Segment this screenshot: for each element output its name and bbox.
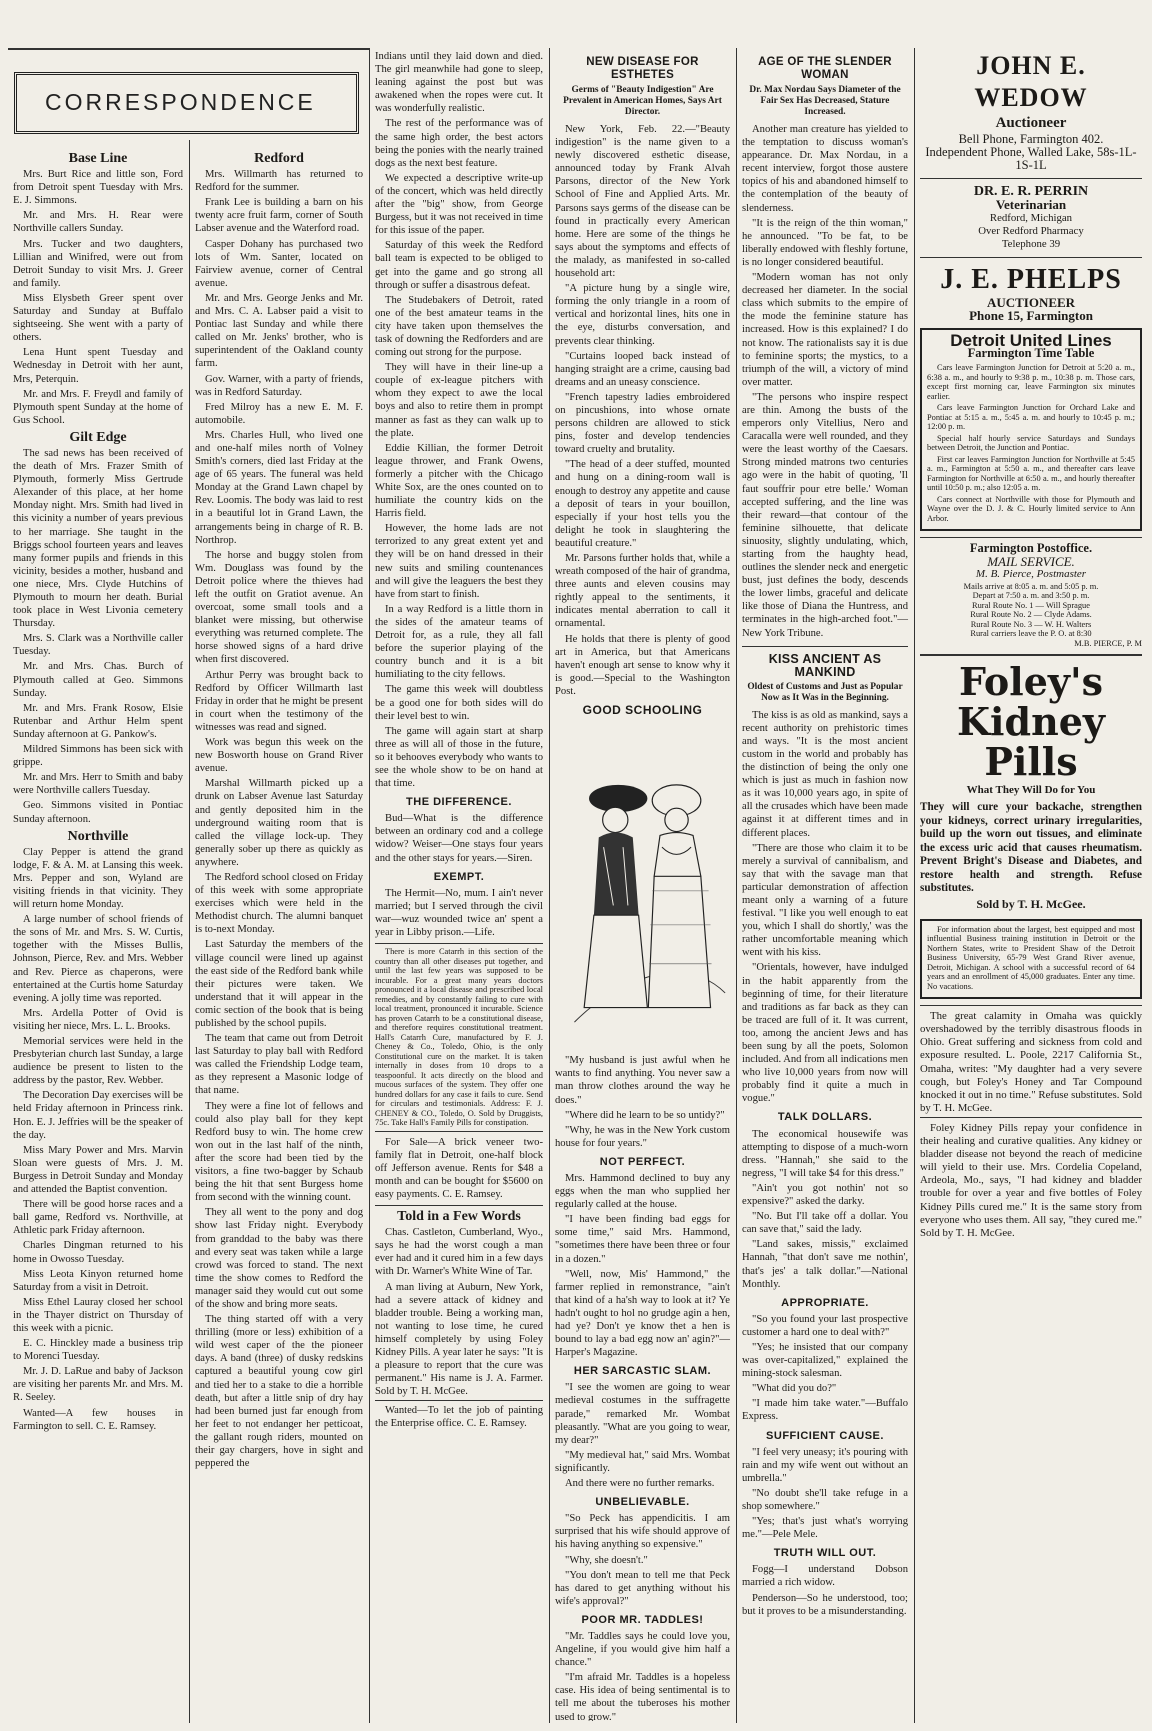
- article-paragraph: New York, Feb. 22.—"Beauty indigestion" is the name given to a newly discovered esthetic disease, announced today by Frank Alvah Parsons, director of the New York School of Fine and Applied Arts. Mr. Parsons says germs of the disease can be found in practically every American home. Here are some of the things he says about the symptoms and effects of the malady, as manifested in so-called household art:: [555, 124, 730, 280]
- joke-text: "Why, he was in the New York custom house for four years.": [555, 1124, 730, 1149]
- news-item: The great calamity in Omaha was quickly overshadowed by the terribly disastrous floods in Ohio. Great suffering and sickness from cold and exposure resulted. L. Poole, 2217 California St., Omaha, writes: "My daughter had a very severe cough, but Foley's Honey and Tar Compound knocked it out in no time." Refuse substitutes. Sold by T. H. McGee.: [920, 1005, 1142, 1115]
- news-item: Chas. Castleton, Cumberland, Wyo., says he had the worst cough a man ever had and it cured him in a few days with Dr. Warner's White Wine of Tar.: [375, 1227, 543, 1278]
- article-headline: NEW DISEASE FOR ESTHETES: [586, 56, 699, 81]
- phelps-ad: [920, 264, 1142, 322]
- news-item: Charles Dingman returned to his home in Owosso Tuesday.: [13, 1240, 183, 1265]
- news-item: Fred Milroy has a new E. M. F. automobile.: [195, 401, 363, 426]
- joke-text: "I see the women are going to wear medieval costumes in the suffragette parade," remarked Mr. Wombat pleasantly. "What are you going to wear, my dear?": [555, 1382, 730, 1446]
- news-item: The game this week will doubtless be a good one for both sides will do their level best to win.: [375, 684, 543, 722]
- timetable-entry: Cars leave Farmington Junction for Detroit at 5:20 a. m., 6:38 a. m., and hourly to 9:38 p. m., 10:38 p. m. Those cars, except first morning car, leave Farmington six minutes earlier.: [927, 363, 1135, 401]
- news-item: Memorial services were held in the Presbyterian church last Sunday, a large audience be present to listen to the address by the pastor, Rev. Webber.: [13, 1036, 183, 1087]
- joke-heading: HER SARCASTIC SLAM.: [573, 1365, 712, 1378]
- news-item: In a way Redford is a little thorn in the sides of the amateur teams of Detroit for, as a rule, they all fall before the superior playing of the country bunch and it is a bit humiliating to the city fellows.: [375, 603, 543, 681]
- joke-text: "My medieval hat," said Mrs. Wombat significantly.: [555, 1449, 730, 1474]
- news-item: Mrs. Charles Hull, who lived one and one-half miles north of Volney Smith's corners, died last Friday at the age of 65 years. The funeral was held Monday at the Grand Lawn chapel by Rev. Loomis. The body was laid to rest in a beautiful lot in Grand Lawn, the arrangements being in charge of R. B. Northrop.: [195, 429, 363, 546]
- joke-text: "Where did he learn to be so untidy?": [565, 1109, 725, 1121]
- joke-text: Mrs. Hammond declined to buy any eggs when the man who supplied her regularly called at the house.: [555, 1172, 730, 1211]
- news-item: They were a fine lot of fellows and could also play ball for they kept Redford busy to win. The home crew won out in the last half of the ninth, after the score had been tied by the visitors, a fine two-bagger by Schaub being the hit that sent Burgess home from second with the winning count.: [195, 1100, 363, 1204]
- two-women-illustration: [555, 726, 730, 1046]
- joke-text: Fogg—I understand Dobson married a rich widow.: [742, 1564, 908, 1589]
- joke-text: "So you found your last prospective customer a hard one to deal with?": [742, 1313, 908, 1338]
- joke-text: Bud—What is the difference between an ordinary cod and a college widow? Weiser—One stays four years and the other stays for years.—Siren.: [375, 813, 543, 864]
- joke-text: The Hermit—No, mum. I ain't never married; but I served through the civil war—wuz wounded twice an' spent a year in Libby prison.—Life.: [375, 887, 543, 938]
- article-paragraph: "French tapestry ladies embroidered on pincushions, into whose ornate persons children are allowed to stick pins, foster and develop tendencies toward cruelty and brutality.: [555, 391, 730, 456]
- joke-heading: THE DIFFERENCE.: [406, 796, 512, 809]
- column-3: [370, 50, 548, 1721]
- article-paragraph: "Modern woman has not only decreased her diameter. In the social class which submits to the empire of the mode the feminine stature has increased. How is this explained? I do not know. The rationalists say it is due to feminine sports; the mystics, to a triumph of the will, a victory of mind over matter.: [742, 272, 908, 388]
- news-item: Mildred Simmons has been sick with grippe.: [13, 744, 183, 769]
- news-item: The rest of the performance was of the same high order, the best actors being the ponies with the nearly trained dogs as the next best feature.: [375, 118, 543, 169]
- wedow-ad: [920, 50, 1142, 172]
- news-item: Clay Pepper is attend the grand lodge, F. & A. M. at Lansing this week. Mrs. Pepper and son, Wyland are visiting friends in that vicinity. They will return home Monday.: [13, 846, 183, 911]
- section-heading: Redford: [254, 151, 304, 166]
- correspondence-title: CORRESPONDENCE: [45, 89, 316, 115]
- news-item: There will be good horse races and a ball game, Redford vs. Northville, at Athletic park Friday afternoon.: [13, 1199, 183, 1237]
- timetable-entry: Special half hourly service Saturdays and Sundays between Detroit, the Junction and Pontiac.: [927, 433, 1135, 453]
- news-item: Arthur Perry was brought back to Redford by Officer Willmarth last Friday in order that he might be present in court when the testimony of the witnesses was read and signed.: [195, 669, 363, 733]
- news-item: Mrs. Burt Rice and little son, Ford from Detroit spent Tuesday with Mrs. E. J. Simmons.: [13, 169, 183, 207]
- advertiser-title: AUCTIONEER: [986, 294, 1076, 310]
- news-item: Mr. and Mrs. Frank Rosow, Elsie Rutenbar and Arthur Helm spent Sunday afternoon at G. Pankow's.: [13, 702, 183, 740]
- joke-text: "Ain't you got nothin' not so expensive?" asked the darky.: [742, 1182, 908, 1208]
- news-item: Mrs. Tucker and two daughters, Lillian and Winifred, were out from Detroit Sunday to visit Mrs. J. Greer and family.: [13, 238, 183, 289]
- news-item: The Redford school closed on Friday of this week with some appropriate exercises which were held in the Methodist church. The alumni banquet is to-next Monday.: [195, 871, 363, 936]
- column-4: [550, 50, 735, 1721]
- advertiser-name: JOHN E. WEDOW: [974, 51, 1088, 112]
- joke-text: "What did you do?": [752, 1383, 837, 1395]
- mail-schedule-line: Mails arrive at 8:05 a. m. and 5:05 p. m.: [963, 581, 1099, 591]
- article-paragraph: "The persons who inspire respect are thin. Among the busts of the emperors only Vitellius, Nero and Caracalla were well rounded, and they were the least worthy of the Caesars. Strong minded matrons two centuries ago were in the habit of quoting, 'Il faut souffrir pour etre belle.' Woman accepted suffering, and the line was their reward—that contour of the feminine silhouette, that delicate sinuosity, slightly undulating, which, starting from the haughty head, outlines the slender neck and energetic bust, just defines the body, descends the lower limbs, graceful and delicate like those of Diana the Huntress, and terminates in the high-arched foot."—New York Tribune.: [742, 391, 908, 639]
- advertiser-name: J. E. PHELPS: [940, 263, 1122, 295]
- joke-text: "I made him take water."—Buffalo Express.: [742, 1398, 908, 1423]
- foley-kidney-pills-ad: [920, 654, 1142, 911]
- news-item: The Decoration Day exercises will be held Friday afternoon in Princess rink. Hon. E. J. Jeffries will be the speaker of the day.: [13, 1090, 183, 1141]
- ad-title-line: Pills: [984, 739, 1078, 784]
- joke-text: "Land sakes, missis," exclaimed Hannah, "that don't save me nothin', that's jes' a talk dollar."—National Monthly.: [742, 1239, 908, 1290]
- column-1: [8, 148, 188, 1721]
- joke-text: Penderson—So he understood, too; but it proves to be a misunderstanding.: [742, 1592, 908, 1617]
- news-item: Geo. Simmons visited in Pontiac Sunday afternoon.: [13, 800, 183, 825]
- news-item: Gov. Warner, with a party of friends, was in Redford Saturday.: [195, 373, 363, 398]
- news-item: Mrs. S. Clark was a Northville caller Tuesday.: [13, 633, 183, 658]
- news-item: We expected a descriptive write-up of the concert, which was held directly after the "big" show, from George Burgess, but it was not received in time for this issue of the paper.: [375, 172, 543, 237]
- ad-line: Redford, Michigan: [989, 211, 1073, 224]
- news-item: The team that came out from Detroit last Saturday to play ball with Redford was called the Friendship Lodge team, as they represent a Masonic lodge of that name.: [195, 1033, 363, 1097]
- joke-text: "I have been finding bad eggs for some time," said Mrs. Hammond, "sometimes there have been three or four in a dozen.": [555, 1214, 730, 1265]
- ad-line: Independent Phone, Walled Lake, 58s-1L-1S-1L: [925, 145, 1137, 173]
- news-item: Miss Leota Kinyon returned home Saturday from a visit in Detroit.: [13, 1268, 183, 1293]
- news-item: Miss Ethel Lauray closed her school in the Thayer district on Thursday of this week with a picnic.: [13, 1296, 183, 1334]
- correspondence-banner: [14, 72, 359, 134]
- article-headline: KISS ANCIENT AS MANKIND: [742, 646, 908, 679]
- article-paragraph: "It is the reign of the thin woman," he announced. "To be fat, to be liberally endowed with fleshly fortune, is no longer considered beautiful.: [742, 217, 908, 268]
- article-paragraph: "There are those who claim it to be merely a survival of cannibalism, and say that with the savage man that particular demonstration of affection meant only a warning of a future festival. "I like you well enough to eat you, which I shall do shortly,' was the rather uncomfortable meaning which went with his kiss.: [742, 842, 908, 959]
- ad-divider: [920, 257, 1142, 258]
- news-item: Mrs. Willmarth has returned to Redford for the summer.: [195, 169, 363, 194]
- column-2: [190, 148, 368, 1721]
- news-item: Mrs. Ardella Potter of Ovid is visiting her niece, Mrs. L. L. Brooks.: [13, 1007, 183, 1032]
- news-item: Mr. and Mrs. H. Rear were Northville callers Sunday.: [13, 210, 183, 235]
- joke-text: "Mr. Taddles says he could love you, Angeline, if you would give him half a chance.": [555, 1630, 730, 1669]
- joke-text: "I'm afraid Mr. Taddles is a hopeless case. His idea of being sentimental is to tell me about the tuberoses his mother used to grow.": [555, 1672, 730, 1721]
- timetable-entry: Cars leave Farmington Junction for Orchard Lake and Pontiac at 5:15 a. m., 5:45 a. m. and hourly to 10:45 p. m.; 12:00 p. m.: [927, 403, 1135, 432]
- joke-text: "You don't mean to tell me that Peck has dared to get anything without his wife's approval?": [555, 1569, 730, 1607]
- mail-schedule-line: Rural carriers leave the P. O. at 8:30: [970, 629, 1092, 638]
- advertiser-title: Farmington Time Table: [967, 346, 1095, 361]
- section-heading: Told in a Few Words: [375, 1205, 543, 1223]
- joke-heading: TRUTH WILL OUT.: [773, 1547, 877, 1560]
- mail-schedule-line: Rural Route No. 3 — W. H. Walters: [970, 619, 1092, 629]
- classified-ad: For Sale—A brick veneer two-family flat in Detroit, one-half block off Jefferson avenue. Rents for $48 a month and can be bought for $5600 on easy payments. C. E. Ramsey.: [375, 1136, 543, 1200]
- ad-line: Phone 15, Farmington: [969, 307, 1093, 323]
- news-item: Foley Kidney Pills repay your confidence in their healing and curative qualities. Any kidney or bladder disease not beyond the reach of medicine will yield to their use. Mrs. Cordelia Copeland, Ardeola, Mo., says, "I had kidney and bladder trouble for over a year and five bottles of Foley Kidney Pills cured me." It is the same story from everyone who uses them. All say, "they cured me." Sold by T. H. McGee.: [920, 1117, 1142, 1240]
- joke-text: "Well, now, Mis' Hammond," the farmer replied in remonstrance, "ain't that kind of a ha'sh way to look at it? Ye hadn't ought to hol no grudge agin a hen, had ye? Don't ye know thet a hen is bound to lay a bad egg now an' agin?"—Harper's Magazine.: [555, 1268, 730, 1359]
- news-item: Frank Lee is building a barn on his twenty acre fruit farm, corner of South Labser avenue and the Waterford road.: [195, 197, 363, 235]
- news-item: Miss Mary Power and Mrs. Marvin Sloan were guests of Mrs. J. M. Burgess in Detroit Sunday and Monday and attended the Baptist convention.: [13, 1144, 183, 1196]
- ad-title-line: Kidney: [957, 699, 1105, 744]
- column-5: [737, 50, 913, 1721]
- article-paragraph: The kiss is as old as mankind, says a recent authority on prehistoric times and ways. "It is the most ancient custom in the world and probably has the distinction of being the only one which is just as much in fashion now as it was 10,000 years ago, in spite of all the crusades which have been made against it at different times and in different places.: [742, 709, 908, 839]
- article-paragraph: "The head of a deer stuffed, mounted and hung on a dining-room wall is enough to destroy any appetite and cause a deposit of tears in your bouillon, especially if your host tells you the delight he took in slaughtering the beautiful creature.": [555, 459, 730, 549]
- section-heading: Northville: [67, 828, 129, 844]
- article-paragraph: "Curtains looped back instead of hanging straight are a crime, causing bad dreams and an uneasy conscience.: [555, 350, 730, 388]
- news-item: Lena Hunt spent Tuesday and Wednesday in Detroit with her aunt, Mrs, Peterquin.: [13, 347, 183, 385]
- ad-sold-by: Sold by T. H. McGee.: [976, 896, 1086, 911]
- news-item: Indians until they laid down and died. The girl meanwhile had gone to sleep, leaning against the post but was awakened when the ropes were cut. It was wonderfully realistic.: [375, 51, 543, 115]
- advertiser-name: Farmington Postoffice.: [969, 541, 1093, 556]
- mail-schedule-line: Depart at 7:50 a. m. and 3:50 p. m.: [972, 591, 1090, 600]
- news-item: They all went to the pony and dog show last Friday night. Everybody from granddad to the baby was there and every seat was taken while a large crowd was forced to stand. The next time the show comes to Redford the manager said they would cut out some of the show and bring more seats.: [195, 1207, 363, 1310]
- news-item: They will have in their line-up a couple of ex-league pitchers with whom they expect to awe the local boys and also to retire them in prompt manner as fast as they can walk up to the plate.: [375, 362, 543, 439]
- joke-heading: UNBELIEVABLE.: [595, 1496, 690, 1509]
- joke-text: And there were no further remarks.: [565, 1478, 715, 1490]
- news-item: Miss Elysbeth Greer spent over Saturday and Sunday at Buffalo sightseeing. She went with a party of others.: [13, 292, 183, 344]
- top-rule: [8, 48, 370, 50]
- advertiser-title: MAIL SERVICE.: [987, 554, 1075, 570]
- joke-text: "My husband is just awful when he wants to find anything. You never saw a man throw clothes around the way he does.": [555, 1055, 730, 1106]
- article-paragraph: Another man creature has yielded to the temptation to discuss woman's appearance. Dr. Max Nordau, in a recent interview, forgot those austere topics of his and abandoned himself to the contemplation of the beauty of slenderness.: [742, 124, 908, 214]
- article-paragraph: Mr. Parsons further holds that, while a wreath composed of the hair of grandma, three aunts and eleven cousins may rightly appeal to the sentiments, it indicates mental aberration to call it ornamental.: [555, 553, 730, 630]
- news-item: A large number of school friends of the sons of Mr. and Mrs. S. W. Curtis, together with the Misses Bullis, Johnson, Pierce, Rev. and Mrs. Webber and Rev. Pierce as chaperons, were entertained at the Curtis home Saturday evening. A jolly time was reported.: [13, 914, 183, 1004]
- advertiser-name: DR. E. R. PERRIN: [973, 184, 1089, 200]
- section-heading: Base Line: [68, 151, 128, 166]
- joke-heading: POOR MR. TADDLES!: [581, 1613, 704, 1626]
- news-item: A man living at Auburn, New York, had a severe attack of kidney and bladder trouble. Being a working man, not wanting to lose time, he cured himself completely by using Foley Kidney Pills. A year later he says: "It is a pleasure to report that the cure was permanent." His name is J. A. Farmer. Sold by T. H. McGee.: [375, 1281, 543, 1398]
- catarrh-advertisement: There is more Catarrh in this section of the country than all other diseases put together, and until the last few years was supposed to be incurable. For a great many years doctors pronounced it a local disease and prescribed local remedies, and by constantly failing to cure with local treatment, pronounced it incurable. Science has proven Catarrh to be a constitutional disease, and therefore requires constitutional treatment. Hall's Catarrh Cure, manufactured by F. J. Cheney & Co., Toledo, Ohio, is the only Constitutional cure on the market. It is taken internally in doses from 10 drops to a teaspoonful. It acts directly on the blood and mucous surfaces of the system. They offer one hundred dollars for any case it fails to cure. Send for circulars and testimonials. Address: F. J. CHENEY & CO., Toledo, O. Sold by Druggists, 75c. Take Hall's Family Pills for constipation.: [375, 943, 543, 1132]
- joke-text: "So Peck has appendicitis. I am surprised that his wife should approve of his having anything so expensive.": [555, 1513, 730, 1551]
- news-item: Eddie Killian, the former Detroit league thrower, and Frank Owens, formerly a pitcher with the Chicago White Sox, are the ones counted on to humiliate the country kids on the Harris field.: [375, 442, 543, 520]
- news-item: Last Saturday the members of the village council were lined up against the east side of the Redford bank while their pictures were taken. We understand that it will appear in the comic section of the book that is being published by the school pupils.: [195, 939, 363, 1029]
- joke-heading: GOOD SCHOOLING: [582, 703, 703, 718]
- news-item: Work was begun this week on the new Bosworth house on Grand River avenue.: [195, 737, 363, 775]
- joke-text: "Yes; he insisted that our company was over-capitalized," explained the mining-stock salesman.: [742, 1341, 908, 1380]
- classified-ad: Wanted—To let the job of painting the Enterprise office. C. E. Ramsey.: [375, 1400, 543, 1430]
- joke-heading: TALK DOLLARS.: [777, 1111, 873, 1124]
- ad-line: Telephone 39: [1001, 237, 1061, 250]
- news-item: Casper Dohany has purchased two lots of Wm. Santer, located on Fairview avenue, corner of Central avenue.: [195, 238, 363, 289]
- news-item: Mr. and Mrs. Chas. Burch of Plymouth called at Geo. Simmons Sunday.: [13, 661, 183, 699]
- ad-divider: [920, 178, 1142, 179]
- news-item: However, the home lads are not terrorized to any great extent yet and they will be on hand dressed in their new suits and smiling countenances and will give the leaguers the best they have from start to finish.: [375, 523, 543, 600]
- ad-line: Over Redford Pharmacy: [978, 224, 1084, 237]
- news-item: Mr. and Mrs. F. Freydl and family of Plymouth spent Sunday at the home of Gus School.: [13, 388, 183, 426]
- ad-body: They will cure your backache, strengthen your kidneys, correct urinary irregularities, build up the worn out tissues, and eliminate the excess uric acid that causes rheumatism. Prevent Bright's Disease and Diabetes, and restore health and strength. Refuse substitutes.: [920, 801, 1142, 895]
- joke-heading: NOT PERFECT.: [599, 1155, 686, 1168]
- advertiser-title: Veterinarian: [995, 197, 1067, 213]
- advertiser-name: Detroit United Lines: [950, 331, 1112, 351]
- article-deck: Germs of "Beauty Indigestion" Are Prevalent in American Homes, Says Art Director.: [563, 85, 722, 117]
- joke-text: "No. But I'll take off a dollar. You can save that," said the lady.: [742, 1211, 908, 1236]
- news-item: Marshal Willmarth picked up a drunk on Labser Avenue last Saturday and gently deposited him in the underground waiting room that is called the village lock-up. They generally sober up there as quickly as anywhere.: [195, 778, 363, 868]
- news-item: The Studebakers of Detroit, rated one of the best amateur teams in the city have taken upon themselves the task of downing the Redforders and are coming out strong for the purpose.: [375, 294, 543, 359]
- joke-text: "No doubt she'll take refuge in a shop somewhere.": [742, 1487, 908, 1512]
- news-item: Mr. and Mrs. Herr to Smith and baby were Northville callers Tuesday.: [13, 772, 183, 797]
- news-item: The sad news has been received of the death of Mrs. Frazer Smith of Plymouth, formerly Miss Gertrude Alexander of this place, at her home Monday night. Mrs. Smith had lived in this vicinity a number of years previous to her marriage. She taught in the Briggs school fourteen years and leaves many former pupils and friends in this vicinity, besides a mother, husband and one niece, Mrs. Clyde Hutchins of Plymouth to mourn her death. Burial took place in West Livonia cemetery Thursday.: [13, 447, 183, 630]
- news-item: Mr. J. D. LaRue and baby of Jackson are visiting her parents Mr. and Mrs. M. R. Seeley.: [13, 1366, 183, 1404]
- article-paragraph: "A picture hung by a single wire, forming the only triangle in a room of vertical and horizontal lines, hits one in the eye, disturbs conversation, and prevents clear thinking.: [555, 283, 730, 347]
- news-item: E. C. Hinckley made a business trip to Morenci Tuesday.: [13, 1338, 183, 1363]
- article-deck: Dr. Max Nordau Says Diameter of the Fair Sex Has Decreased, Stature Increased.: [749, 85, 901, 117]
- timetable-entry: First car leaves Farmington Junction for Northville at 5:45 a. m., Farmington at 5:50 a. m., and thereafter cars leave Farmington for Northville at 6:50 a. m., and hourly thereafter until 10:50 p. m.; also 12:05 a. m.: [927, 454, 1135, 493]
- mail-schedule-line: Rural Route No. 2 — Clyde Adams.: [970, 610, 1092, 619]
- news-item: Mr. and Mrs. George Jenks and Mr. and Mrs. C. A. Labser paid a visit to Pontiac last Sunday and while there called on Mr. Jenks' brother, who is superintendent of the Oakland county farm.: [195, 292, 363, 370]
- news-item: The horse and buggy stolen from Wm. Douglass was found by the Detroit police where the thieves had left the outfit on Gratiot avenue. An overcoat, some small tools and a blanket were missing, but otherwise everything was returned complete. The horse showed signs of a hard drive when first discovered.: [195, 549, 363, 666]
- perrin-ad: [920, 185, 1142, 250]
- article-paragraph: He holds that there is plenty of good art in America, but that Americans haven't enough art sense to know why it is good.—Special to the Washington Post.: [555, 633, 730, 697]
- news-item: Saturday of this week the Redford ball team is expected to be obliged to get into the game and go strong all through or suffer a disastrous defeat.: [375, 240, 543, 291]
- joke-heading: EXEMPT.: [433, 870, 485, 883]
- classified-ad: Wanted—A few houses in Farmington to sell. C. E. Ramsey.: [13, 1407, 183, 1432]
- section-heading: Gilt Edge: [69, 429, 127, 445]
- news-item: The game will again start at sharp three as will all of those in the future, so it behooves everybody who wants to see the whole show to be on hand at that time.: [375, 725, 543, 790]
- article-headline: AGE OF THE SLENDER WOMAN: [758, 56, 892, 81]
- postoffice-notice: [920, 537, 1142, 648]
- ad-tagline: What They Will Do for You: [966, 784, 1096, 796]
- timetable-entry: Cars connect at Northville with those for Plymouth and Wayne over the D. J. & C. Hourly limited service to Ann Arbor.: [927, 494, 1135, 523]
- column-6-ads: [915, 50, 1147, 1721]
- ad-title-line: Foley's: [959, 659, 1103, 704]
- detroit-united-lines-timetable: [920, 328, 1142, 531]
- news-item: The thing started off with a very thrilling (more or less) exhibition of a wild west caper of the the pioneer days. A band (three) of dusky redskins captured a beautiful young cow girl and tied her to a stake to die a horrible death, but after a little snip of dry hay had been burned just far enough from her feet to not endanger her petticoat, the gallant rough riders, mounted on their gay chargers, hove in sight and peppered the: [195, 1314, 363, 1470]
- joke-text: "Yes; that's just what's worrying me."—Pele Mele.: [742, 1516, 908, 1541]
- article-paragraph: "Orientals, however, have indulged in the habit apparently from the beginning of time, for their literature and traditions as far back as they can be traced are full of it. It was current, too, among the ancient Jews and has been sung by all the poets, Solomon included. And from all indications men who live 10,000 years from now will probably find it quite a much in vogue.": [742, 962, 908, 1105]
- joke-text: The economical housewife was attempting to dispose of a much-worn dress. "Hannah," she said to the negress, "I will take $4 for this dress.": [742, 1128, 908, 1179]
- mail-schedule-line: M.B. PIERCE, P. M: [1074, 638, 1142, 648]
- ad-body: For information about the largest, best equipped and most influential Business training institution in Detroit or the Northern States, write to President Shaw of the Detroit Business University, 65-79 West Grand River avenue, Detroit, Michigan. A school with a successful record of 64 years and an enrollment of 45,000 graduates. Enter any time. No vacations.: [927, 924, 1135, 991]
- business-university-ad: [920, 919, 1142, 1000]
- ad-line: Bell Phone, Farmington 402.: [958, 132, 1104, 147]
- joke-heading: SUFFICIENT CAUSE.: [766, 1429, 884, 1442]
- joke-text: "Why, she doesn't.": [565, 1554, 648, 1566]
- joke-heading: APPROPRIATE.: [781, 1296, 869, 1309]
- advertiser-title: Auctioneer: [995, 115, 1067, 131]
- mail-schedule-line: Rural Route No. 1 — Will Sprague: [972, 600, 1090, 610]
- postmaster-name: M. B. Pierce, Postmaster: [975, 568, 1087, 581]
- article-deck: Oldest of Customs and Just as Popular Now as It Was in the Beginning.: [747, 681, 903, 703]
- joke-text: "I feel very uneasy; it's pouring with rain and my wife went out without an umbrella.": [742, 1446, 908, 1484]
